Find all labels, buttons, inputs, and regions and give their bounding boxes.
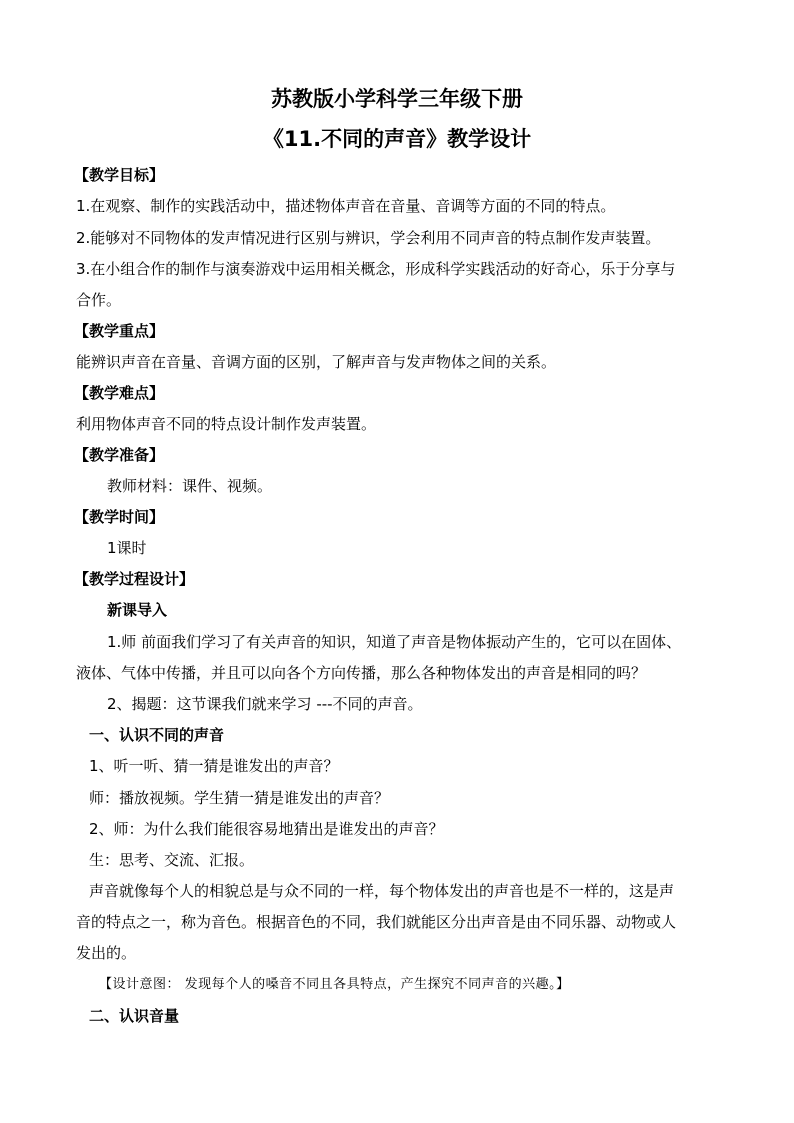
section-heading-time: 【教学时间】 [74,508,165,526]
part1-line-3: 2、师：为什么我们能很容易地猜出是谁发出的声音？ [89,820,444,838]
intro-title: 新课导入 [107,601,168,619]
difficulties-text: 利用物体声音不同的特点设计制作发声装置。 [76,415,377,433]
intro-paragraph-1-line2: 液体、气体中传播，并且可以向各个方向传播，那么各种物体发出的声音是相同的吗？ [76,664,647,682]
section-heading-goals: 【教学目标】 [74,166,165,184]
document-title-line1: 苏教版小学科学三年级下册 [271,87,523,111]
intro-paragraph-1-line1: 1.师 前面我们学习了有关声音的知识，知道了声音是物体振动产生的，它可以在固体、 [107,633,682,651]
section-heading-preparation: 【教学准备】 [74,446,165,464]
intro-paragraph-2: 2、揭题：这节课我们就来学习 ---不同的声音。 [107,695,423,713]
part1-paragraph-line2: 音的特点之一，称为音色。根据音色的不同，我们就能区分出声音是由不同乐器、动物或人 [76,913,677,931]
key-points-text: 能辨识声音在音量、音调方面的区别，了解声音与发声物体之间的关系。 [76,353,557,371]
part1-paragraph-line3: 发出的。 [76,944,137,962]
goal-item-3-line2: 合作。 [76,291,122,309]
part2-title: 二、认识音量 [89,1007,180,1025]
part1-paragraph-line1: 声音就像每个人的相貌总是与众不同的一样，每个物体发出的声音也是不一样的，这是声 [89,882,675,900]
section-heading-key-points: 【教学重点】 [74,322,165,340]
part1-line-2: 师：播放视频。学生猜一猜是谁发出的声音？ [89,789,390,807]
goal-item-2: 2.能够对不同物体的发声情况进行区别与辨识，学会利用不同声音的特点制作发声装置。 [76,229,661,247]
goal-item-1: 1.在观察、制作的实践活动中，描述物体声音在音量、音调等方面的不同的特点。 [76,197,616,215]
design-intent-note: 【设计意图： 发现每个人的嗓音不同且各具特点，产生探究不同声音的兴趣。】 [99,977,570,992]
goal-item-3-line1: 3.在小组合作的制作与演奏游戏中运用相关概念，形成科学实践活动的好奇心，乐于分享与 [76,260,676,278]
part1-line-1: 1、听一听、猜一猜是谁发出的声音？ [89,757,339,775]
preparation-text: 教师材料：课件、视频。 [107,477,273,495]
section-heading-difficulties: 【教学难点】 [74,384,165,402]
time-text: 1课时 [107,539,147,557]
part1-title: 一、认识不同的声音 [89,726,225,744]
part1-line-4: 生：思考、交流、汇报。 [89,851,255,869]
section-heading-process: 【教学过程设计】 [74,570,195,588]
document-title-line2: 《11.不同的声音》教学设计 [262,127,532,151]
